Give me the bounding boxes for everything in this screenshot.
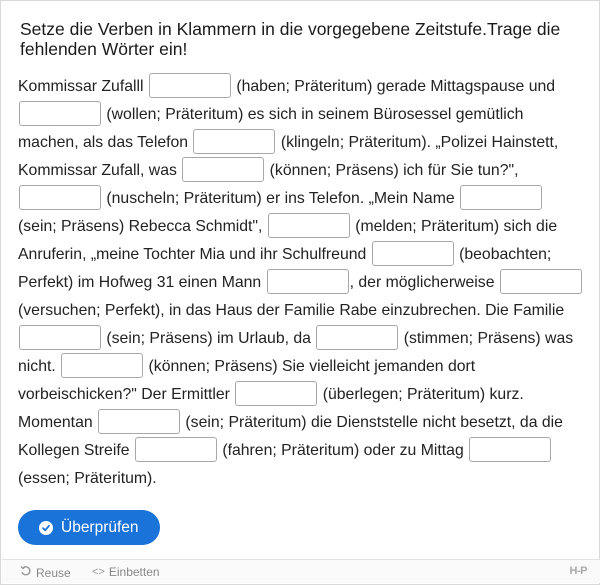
blank-input-2[interactable] (19, 101, 101, 126)
text-segment: (wollen; Präteritum) es sich in seinem Bürosessel gemütlich machen, als das Telefon (18, 106, 524, 151)
blank-input-17[interactable] (469, 437, 551, 462)
text-segment: Kommissar Zufalll (18, 78, 144, 95)
text-segment: (beobachten; Perfekt) im Hofweg 31 einen Mann (18, 246, 552, 291)
text-segment: (versuchen; Perfekt), in das Haus der Familie Rabe einzubrechen. Die Familie (18, 302, 565, 319)
text-segment: (fahren; Präteritum) oder zu Mittag (222, 442, 464, 459)
reuse-label: Reuse (36, 565, 71, 580)
blank-input-3[interactable] (193, 129, 275, 154)
text-segment: (haben; Präteritum) gerade Mittagspause und (236, 78, 556, 95)
code-icon: <> (92, 566, 105, 578)
text-segment: (stimmen; Präsens) was nicht. (18, 330, 574, 375)
text-segment: (können; Präsens) Sie vielleicht jemanden dort vorbeischicken?" Der Ermittler (18, 358, 476, 403)
blank-input-9[interactable] (267, 269, 349, 294)
blank-input-10[interactable] (500, 269, 582, 294)
text-segment: (können; Präsens) ich für Sie tun?", (269, 162, 519, 179)
text-segment: (überlegen; Präteritum) kurz. Momentan (18, 386, 524, 431)
h5p-footer (2, 559, 600, 583)
embed-label: Einbetten (108, 565, 160, 579)
blank-input-6[interactable] (460, 185, 542, 210)
text-segment: , der möglicherweise (349, 274, 495, 291)
check-button[interactable] (18, 510, 160, 545)
text-segment: (essen; Präteritum). (18, 470, 157, 487)
blank-input-8[interactable] (372, 241, 454, 266)
reuse-icon (20, 565, 32, 580)
text-segment: (melden; Präteritum) sich die Anruferin, „meine Tochter Mia und ihr Schulfreund (18, 218, 558, 263)
embed-link[interactable] (92, 565, 160, 579)
task-title: Setze die Verben in Klammern in die vorgegebene Zeitstufe.Trage die fehlenden Wörter ein! (20, 19, 561, 59)
reuse-link[interactable] (20, 565, 71, 580)
h5p-logo[interactable]: H-P (569, 565, 587, 577)
blank-input-16[interactable] (135, 437, 217, 462)
blank-input-15[interactable] (98, 409, 180, 434)
cloze-text (18, 73, 586, 493)
blank-input-4[interactable] (182, 157, 264, 182)
check-button-label: Überprüfen (61, 518, 139, 536)
text-segment: (sein; Präsens) Rebecca Schmidt", (18, 218, 263, 235)
blank-input-11[interactable] (19, 325, 101, 350)
blank-input-13[interactable] (61, 353, 143, 378)
blank-input-5[interactable] (19, 185, 101, 210)
text-segment: (sein; Präteritum) die Dienststelle nicht besetzt, da die Kollegen Streife (18, 414, 563, 459)
text-segment: (klingeln; Präteritum). „Polizei Hainstett, Kommissar Zufall, was (18, 134, 559, 179)
blank-input-7[interactable] (268, 213, 350, 238)
blank-input-14[interactable] (235, 381, 317, 406)
check-circle-icon (39, 521, 53, 535)
text-segment: (sein; Präsens) im Urlaub, da (106, 330, 311, 347)
blank-input-1[interactable] (149, 73, 231, 98)
text-segment: (nuscheln; Präteritum) er ins Telefon. „Mein Name (106, 190, 455, 207)
blank-input-12[interactable] (316, 325, 398, 350)
